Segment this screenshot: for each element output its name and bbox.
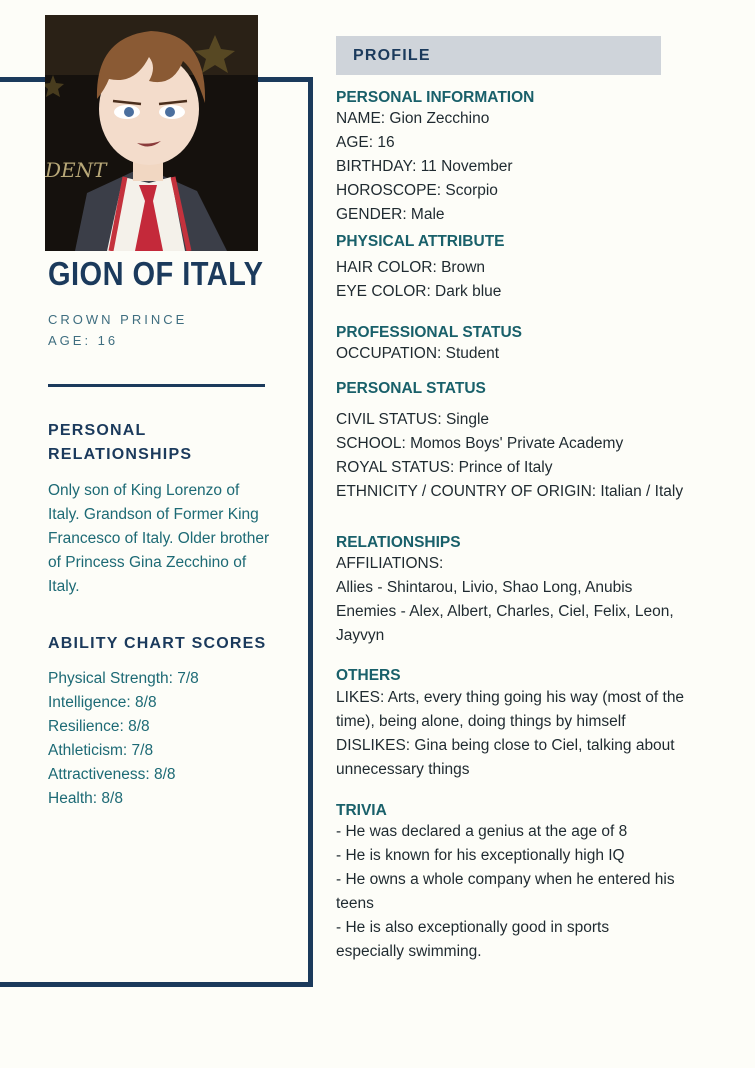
relationships-heading: PERSONAL RELATIONSHIPS [48,422,193,463]
relationships-list [336,552,706,648]
others-list [336,686,706,782]
info-line: unnecessary things [336,761,470,778]
personal-status-list [336,408,706,504]
trivia-line: - He owns a whole company when he entered his [336,871,675,888]
info-line: Allies - Shintarou, Livio, Shao Long, Anubis [336,579,633,596]
info-line: BIRTHDAY: 11 November [336,158,513,175]
info-line: GENDER: Male [336,206,445,223]
info-line: LIKES: Arts, every thing going his way (most of the [336,689,685,706]
professional-list [336,342,706,366]
ability-item: Athleticism: 7/8 [48,742,154,759]
character-age: AGE: 16 [48,333,119,348]
physical-heading: PHYSICAL ATTRIBUTE [336,233,505,250]
personal-status-heading: PERSONAL STATUS [336,380,486,397]
trivia-heading: TRIVIA [336,802,387,819]
physical-list [336,256,706,304]
character-name: GION OF ITALY [48,255,264,292]
trivia-line: - He is known for his exceptionally high IQ [336,847,625,864]
personal-info-list [336,107,706,227]
info-line: AGE: 16 [336,134,395,151]
info-line: HOROSCOPE: Scorpio [336,182,498,199]
trivia-line: - He was declared a genius at the age of 8 [336,823,628,840]
svg-text:DENT: DENT [45,158,107,182]
ability-item: Resilience: 8/8 [48,718,150,735]
relationships-section-heading: RELATIONSHIPS [336,534,461,551]
trivia-line: especially swimming. [336,943,482,960]
info-line: ETHNICITY / COUNTRY OF ORIGIN: Italian / Italy [336,483,684,500]
personal-info-heading: PERSONAL INFORMATION [336,89,535,106]
info-line: Jayvyn [336,627,385,644]
info-line: AFFILIATIONS: [336,555,444,572]
info-line: ROYAL STATUS: Prince of Italy [336,459,553,476]
info-line: Enemies - Alex, Albert, Charles, Ciel, Felix, Leon, [336,603,674,620]
info-line: time), being alone, doing things by himself [336,713,626,730]
info-line: HAIR COLOR: Brown [336,259,486,276]
info-line: EYE COLOR: Dark blue [336,283,502,300]
professional-heading: PROFESSIONAL STATUS [336,324,523,341]
ability-item: Physical Strength: 7/8 [48,670,199,687]
ability-heading: ABILITY CHART SCORES [48,635,267,652]
character-title: CROWN PRINCE [48,312,188,327]
info-line: CIVIL STATUS: Single [336,411,490,428]
left-divider [48,384,265,387]
ability-item: Intelligence: 8/8 [48,694,157,711]
trivia-line: teens [336,895,374,912]
info-line: SCHOOL: Momos Boys' Private Academy [336,435,624,452]
trivia-line: - He is also exceptionally good in sports [336,919,610,936]
info-line: NAME: Gion Zecchino [336,110,490,127]
relationships-text: Only son of King Lorenzo of Italy. Grandson of Former King Francesco of Italy. Older brother of Princess Gina Zecchino of Italy. [48,482,270,595]
ability-item: Attractiveness: 8/8 [48,766,176,783]
character-portrait [45,15,258,251]
ability-item: Health: 8/8 [48,790,123,807]
info-line: DISLIKES: Gina being close to Ciel, talking about [336,737,675,754]
ability-list [48,667,199,811]
profile-banner: PROFILE [336,36,661,75]
info-line: OCCUPATION: Student [336,345,500,362]
others-heading: OTHERS [336,667,401,684]
trivia-list [336,820,706,964]
